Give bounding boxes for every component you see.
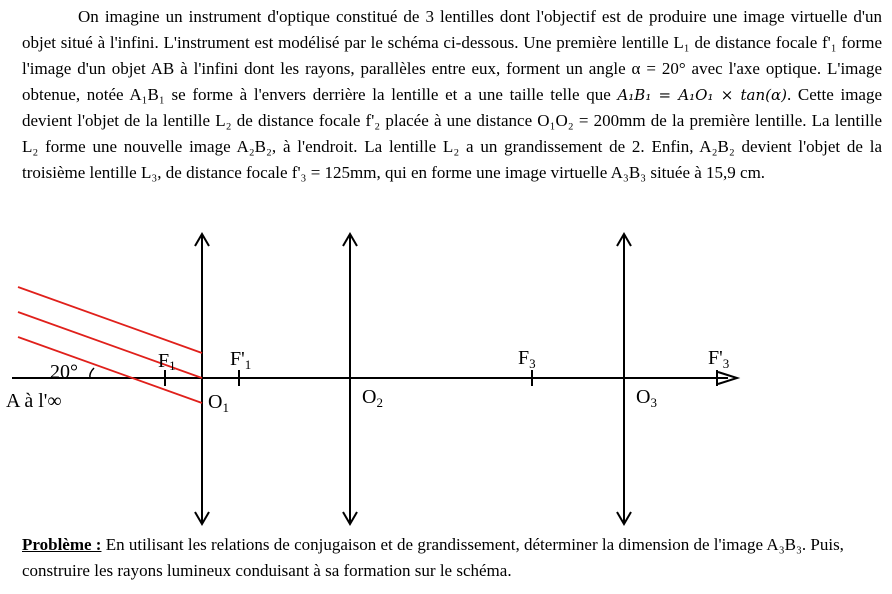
problem-label: Problème : <box>22 535 102 554</box>
focal-label-f1: F1 <box>158 350 176 373</box>
angle-label: 20° <box>50 361 78 383</box>
statement-part-1: On imagine un instrument d'optique constitué de 3 lentilles dont l'objectif est de produire une image virtuelle d'un objet situé à l'infini. L'instrument est modélisé par le schéma ci-dessous. Une première lentille L₁ de distance focale f'₁ forme l'image d'un objet AB à l'infini dont les rayons, parallèles entre eux, forment un angle α = 20° avec l'axe optique. L'image obtenue, notée A₁B₁ se forme à l'envers derrière la lentille et a une taille telle que <box>22 7 882 104</box>
optical-diagram <box>0 228 892 528</box>
problem-question <box>22 532 882 584</box>
center-label-o2: $O_2$ <box>362 386 383 410</box>
focal-label-f3: $F_3$ <box>518 347 536 371</box>
center-label-o1: $O_1$ <box>208 391 229 415</box>
center-label-o3: $O_3$ <box>636 386 657 410</box>
object-label: A à l'∞ <box>6 390 62 412</box>
focal-label-fp3: $F'_3$ <box>708 347 730 371</box>
incident-ray-1 <box>18 287 202 353</box>
statement-part-2: . Cette image devient l'objet de la lentille L₂ de distance focale f'₂ placée à une distance O₁O₂ = 200mm de la première lentille. La lentille L₂ forme une nouvelle image A₂B₂, à l'endroit. La lentille L₂ a un grandissement de 2. Enfin, A₂B₂ devient l'objet de la troisième lentille L₃, de distance focale f'₃ = 125mm, qui en forme une image virtuelle A₃B₃ située à 15,9 cm. <box>22 85 883 182</box>
focal-label-fp1: $F'_1$ <box>230 348 252 372</box>
angle-arc <box>90 368 94 378</box>
problem-text: En utilisant les relations de conjugaison et de grandissement, déterminer la dimension de l'image A₃B₃. Puis, construire les rayons lumineux conduisant à sa formation sur le schéma. <box>22 535 844 580</box>
size-formula: A₁B₁ = A₁O₁ × tan(α) <box>617 86 787 104</box>
problem-statement <box>22 4 882 186</box>
